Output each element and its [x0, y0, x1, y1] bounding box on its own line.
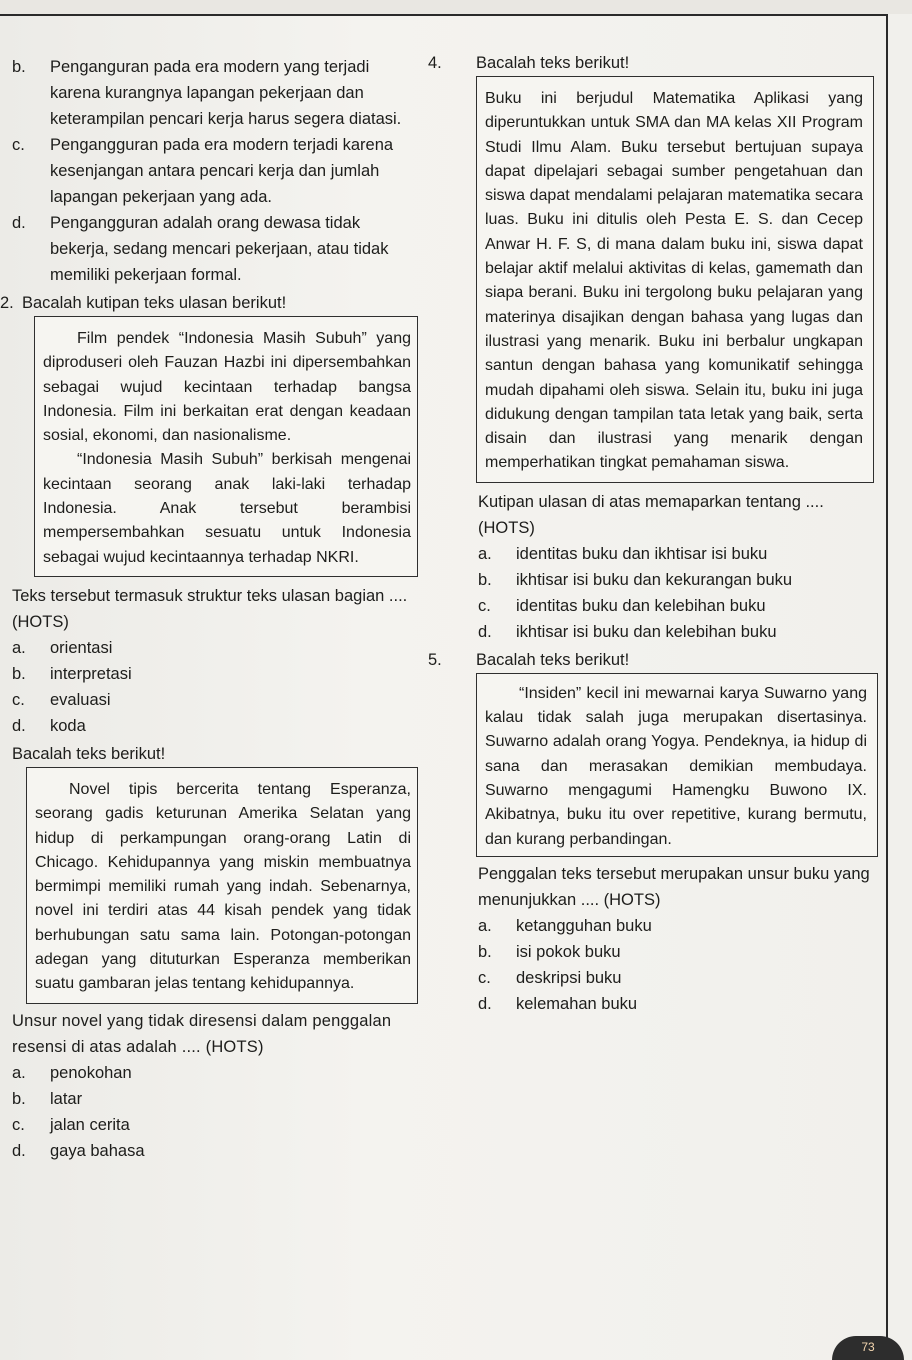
- option-text: identitas buku dan kelebihan buku: [516, 596, 766, 615]
- option-text: interpretasi: [50, 664, 132, 683]
- answer-option[interactable]: [478, 567, 878, 593]
- answer-option[interactable]: [12, 1138, 412, 1164]
- q5-question: Penggalan teks tersebut merupakan unsur buku yang menunjukkan .... (HOTS): [478, 864, 870, 909]
- q3-question: Unsur novel yang tidak diresensi dalam penggalan resensi di atas adalah .... (HOTS): [12, 1011, 392, 1056]
- answer-option[interactable]: [478, 541, 878, 567]
- q4-intro: Bacalah teks berikut!: [476, 54, 630, 72]
- answer-option[interactable]: [12, 713, 412, 739]
- answer-option[interactable]: [478, 939, 878, 965]
- option-text: Pengangguran pada era modern terjadi karena kesenjangan antara pencari kerja dan jumlah lapangan pekerjaan yang ada.: [50, 136, 394, 206]
- option-letter: c.: [478, 968, 491, 987]
- q4-box-paragraph: Buku ini berjudul Matematika Aplikasi yang diperuntukkan untuk SMA dan MA kelas XII Program Studi Ilmu Alam. Buku tersebut bertujuan supaya dapat dipelajari sebagai sumber pengetahuan dan siswa dapat mendalami pelajaran matematika secara luas. Buku ini ditulis oleh Pesta E. S. dan Cecep Anwar H. F. S, di mana dalam buku ini, siswa dapat belajar aktif melalui aktivitas di kelas, gamemath dan siapa berani. Buku ini tergolong buku pelajaran yang materinya disajikan dengan bahasa yang lugas dan ilustrasi yang menarik. Buku ini berbalur ungkapan santun dengan bahasa yang komunikatif sehingga mudah dipahami oleh siswa. Selain itu, buku ini juga didukung dengan tampilan tata letak yang baik, serta disain dan ilustrasi yang menarik dengan memperhatikan tingkat pemahaman siswa.: [485, 90, 863, 472]
- option-letter: c.: [12, 136, 25, 154]
- q1-option-c: [12, 132, 412, 210]
- option-letter: a.: [12, 1063, 26, 1082]
- option-letter: c.: [12, 1115, 25, 1134]
- option-letter: c.: [478, 596, 491, 615]
- option-text: ikhtisar isi buku dan kelebihan buku: [516, 622, 777, 641]
- option-letter: a.: [478, 916, 492, 935]
- answer-option[interactable]: [12, 661, 412, 687]
- q2-number: 2.: [0, 294, 14, 312]
- option-letter: d.: [478, 622, 492, 641]
- q5-excerpt-box: [476, 673, 878, 857]
- q4-options: [428, 541, 878, 645]
- q3-intro: Bacalah teks berikut!: [12, 744, 166, 763]
- option-text: Penganguran pada era modern yang terjadi karena kurangnya lapangan pekerjaan dan keterampilan pencari kerja harus segera diatasi.: [50, 58, 402, 128]
- answer-option[interactable]: [478, 913, 878, 939]
- q5-options: [428, 913, 878, 1017]
- right-column: [428, 48, 878, 1017]
- answer-option[interactable]: [478, 965, 878, 991]
- q4-excerpt-box: [476, 76, 874, 483]
- q5-number: 5.: [428, 650, 442, 669]
- option-text: latar: [50, 1089, 83, 1108]
- option-text: isi pokok buku: [516, 942, 621, 961]
- option-text: evaluasi: [50, 690, 111, 709]
- option-text: ikhtisar isi buku dan kekurangan buku: [516, 570, 793, 589]
- option-letter: d.: [12, 214, 26, 232]
- q4-number: 4.: [428, 54, 442, 72]
- q3-excerpt-box: [26, 767, 418, 1004]
- answer-option[interactable]: [12, 1060, 412, 1086]
- option-letter: b.: [12, 664, 26, 683]
- q3-box-paragraph: Novel tipis bercerita tentang Esperanza, seorang gadis keturunan Amerika Selatan yang hidup di perkampungan orang-orang Latin di Chicago. Kehidupannya yang miskin membuatnya bermimpi memiliki rumah yang indah. Sebenarnya, novel ini terdiri atas 44 kisah pendek yang tidak berhubungan satu sama lain. Potongan-potongan adegan yang dituturkan Esperanza memberikan suatu gambaran jelas tentang kehidupannya.: [35, 780, 411, 993]
- option-letter: c.: [12, 690, 25, 709]
- option-letter: b.: [12, 58, 26, 76]
- option-text: gaya bahasa: [50, 1141, 145, 1160]
- option-letter: d.: [478, 994, 492, 1013]
- page-number-tab: 73: [832, 1336, 904, 1360]
- q1-option-b: [12, 54, 412, 132]
- q3-options: [12, 1060, 412, 1164]
- q4-heading: [428, 50, 878, 76]
- answer-option[interactable]: [478, 593, 878, 619]
- answer-option[interactable]: [12, 1112, 412, 1138]
- option-letter: a.: [12, 638, 26, 657]
- option-text: ketangguhan buku: [516, 916, 652, 935]
- option-text: jalan cerita: [50, 1115, 130, 1134]
- answer-option[interactable]: [478, 619, 878, 645]
- option-text: penokohan: [50, 1063, 132, 1082]
- option-text: koda: [50, 716, 86, 735]
- option-text: orientasi: [50, 638, 113, 657]
- answer-option[interactable]: [478, 991, 878, 1017]
- option-letter: b.: [478, 570, 492, 589]
- q2-options: [12, 635, 412, 739]
- option-letter: b.: [12, 1089, 26, 1108]
- option-text: deskripsi buku: [516, 968, 622, 987]
- option-text: Pengangguran adalah orang dewasa tidak bekerja, sedang mencari pekerjaan, atau tidak memiliki pekerjaan formal.: [50, 214, 389, 284]
- q5-heading: [428, 647, 878, 673]
- option-letter: d.: [12, 716, 26, 735]
- option-text: identitas buku dan ikhtisar isi buku: [516, 544, 768, 563]
- q2-box-paragraph-1: Film pendek “Indonesia Masih Subuh” yang diproduseri oleh Fauzan Hazbi ini dipersembahkan sebagai wujud kecintaan terhadap bangsa Indonesia. Film ini berkaitan erat dengan keadaan sosial, ekonomi, dan nasionalisme.: [43, 330, 411, 445]
- answer-option[interactable]: [12, 1086, 412, 1112]
- q2-box-paragraph-2: “Indonesia Masih Subuh” berkisah mengenai kecintaan seorang anak laki-laki terhadap Indonesia. Anak tersebut berambisi mempersembahkan sesuatu untuk Indonesia sebagai wujud kecintaannya terhadap NKRI.: [43, 451, 411, 566]
- q2-excerpt-box: [34, 316, 418, 577]
- q1-option-d: [12, 210, 412, 288]
- q2-intro: Bacalah kutipan teks ulasan berikut!: [22, 294, 287, 312]
- option-letter: d.: [12, 1141, 26, 1160]
- answer-option[interactable]: [12, 635, 412, 661]
- q5-intro: Bacalah teks berikut!: [476, 650, 630, 669]
- option-text: kelemahan buku: [516, 994, 638, 1013]
- answer-option[interactable]: [12, 687, 412, 713]
- page-sheet: [0, 14, 912, 1360]
- q5-box-paragraph: “Insiden” kecil ini mewarnai karya Suwarno yang kalau tidak salah juga merupakan disertasinya. Suwarno adalah orang Yogya. Pendeknya, ia hidup di sana dan merasakan demikian membudaya. Suwarno mengagumi Hamengku Buwono IX. Akibatnya, buku itu over repetitive, kurang bermutu, dan kurang perbandingan.: [485, 684, 867, 848]
- q4-question: Kutipan ulasan di atas memaparkan tentang .... (HOTS): [478, 492, 824, 537]
- q2-heading: [0, 290, 412, 316]
- option-letter: b.: [478, 942, 492, 961]
- left-column: [0, 54, 412, 1164]
- q2-question: Teks tersebut termasuk struktur teks ulasan bagian .... (HOTS): [12, 586, 408, 631]
- option-letter: a.: [478, 544, 492, 563]
